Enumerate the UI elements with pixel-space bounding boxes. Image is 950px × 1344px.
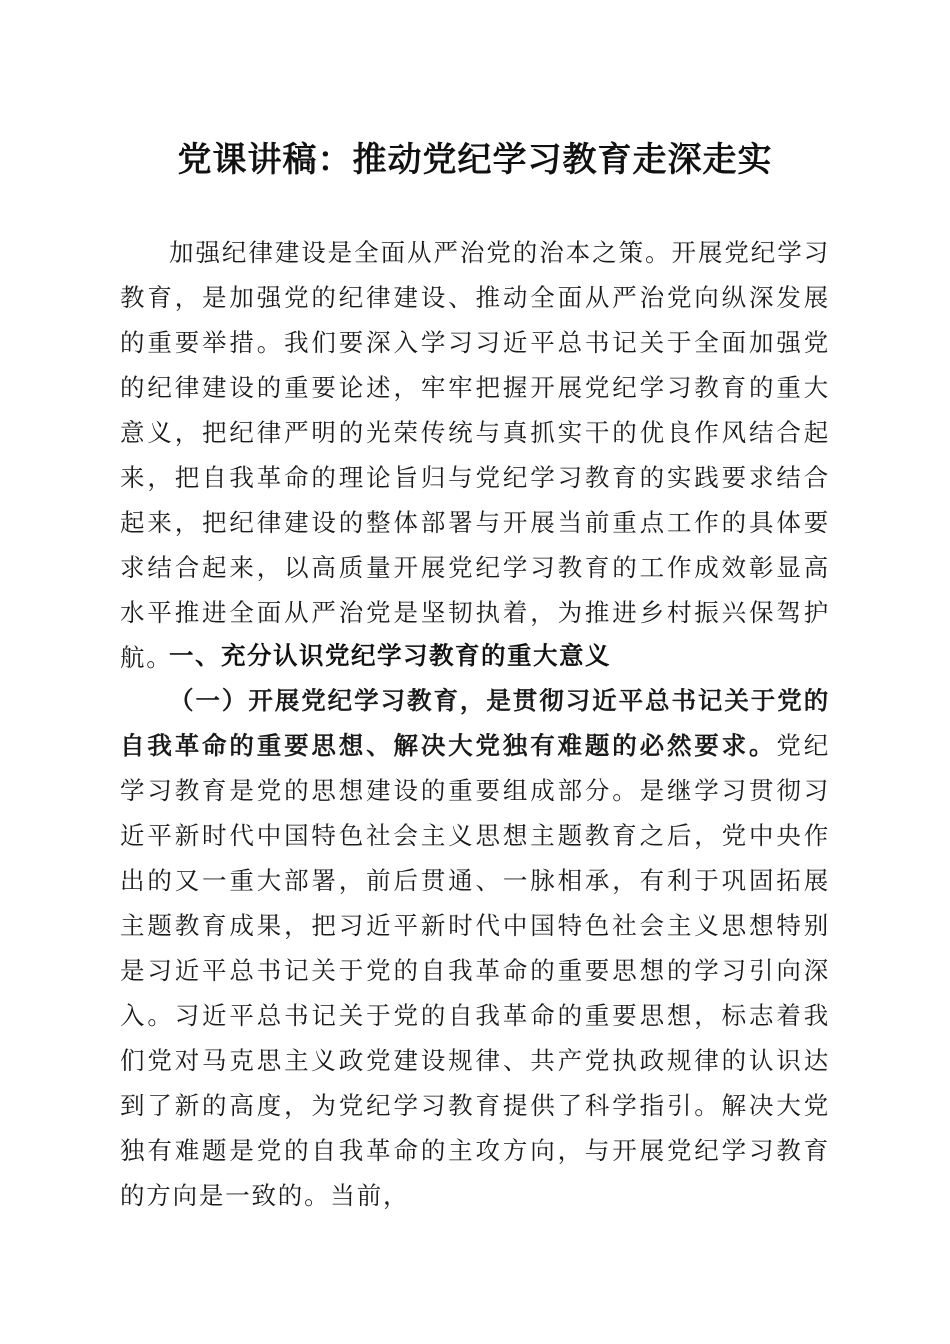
subsection-heading: （一）开展党纪学习教育，是贯彻习近平总书记关于党的自我革命的重要思想、解决大党独有难题的必然要求。 xyxy=(120,686,830,760)
subsection-paragraph xyxy=(120,678,830,1218)
section-heading: 一、充分认识党纪学习教育的重大意义 xyxy=(169,641,611,670)
subsection-body: 党纪学习教育是党的思想建设的重要组成部分。是继学习贯彻习近平新时代中国特色社会主义思想主题教育之后，党中央作出的又一重大部署，前后贯通、一脉相承，有利于巩固拓展主题教育成果，把习近平新时代中国特色社会主义思想特别是习近平总书记关于党的自我革命的重要思想的学习引向深入。习近平总书记关于党的自我革命的重要思想，标志着我们党对马克思主义政党建设规律、共产党执政规律的认识达到了新的高度，为党纪学习教育提供了科学指引。解决大党独有难题是党的自我革命的主攻方向，与开展党纪学习教育的方向是一致的。当前， xyxy=(120,731,830,1210)
intro-paragraph: 加强纪律建设是全面从严治党的治本之策。开展党纪学习教育，是加强党的纪律建设、推动全面从严治党向纵深发展的重要举措。我们要深入学习习近平总书记关于全面加强党的纪律建设的重要论述，牢牢把握开展党纪学习教育的重大意义，把纪律严明的光荣传统与真抓实干的优良作风结合起来，把自我革命的理论旨归与党纪学习教育的实践要求结合起来，把纪律建设的整体部署与开展当前重点工作的具体要求结合起来，以高质量开展党纪学习教育的工作成效彰显高水平推进全面从严治党是坚韧执着，为推进乡村振兴保驾护航。 xyxy=(120,238,830,672)
page-title: 党课讲稿：推动党纪学习教育走深走实 xyxy=(177,140,773,180)
